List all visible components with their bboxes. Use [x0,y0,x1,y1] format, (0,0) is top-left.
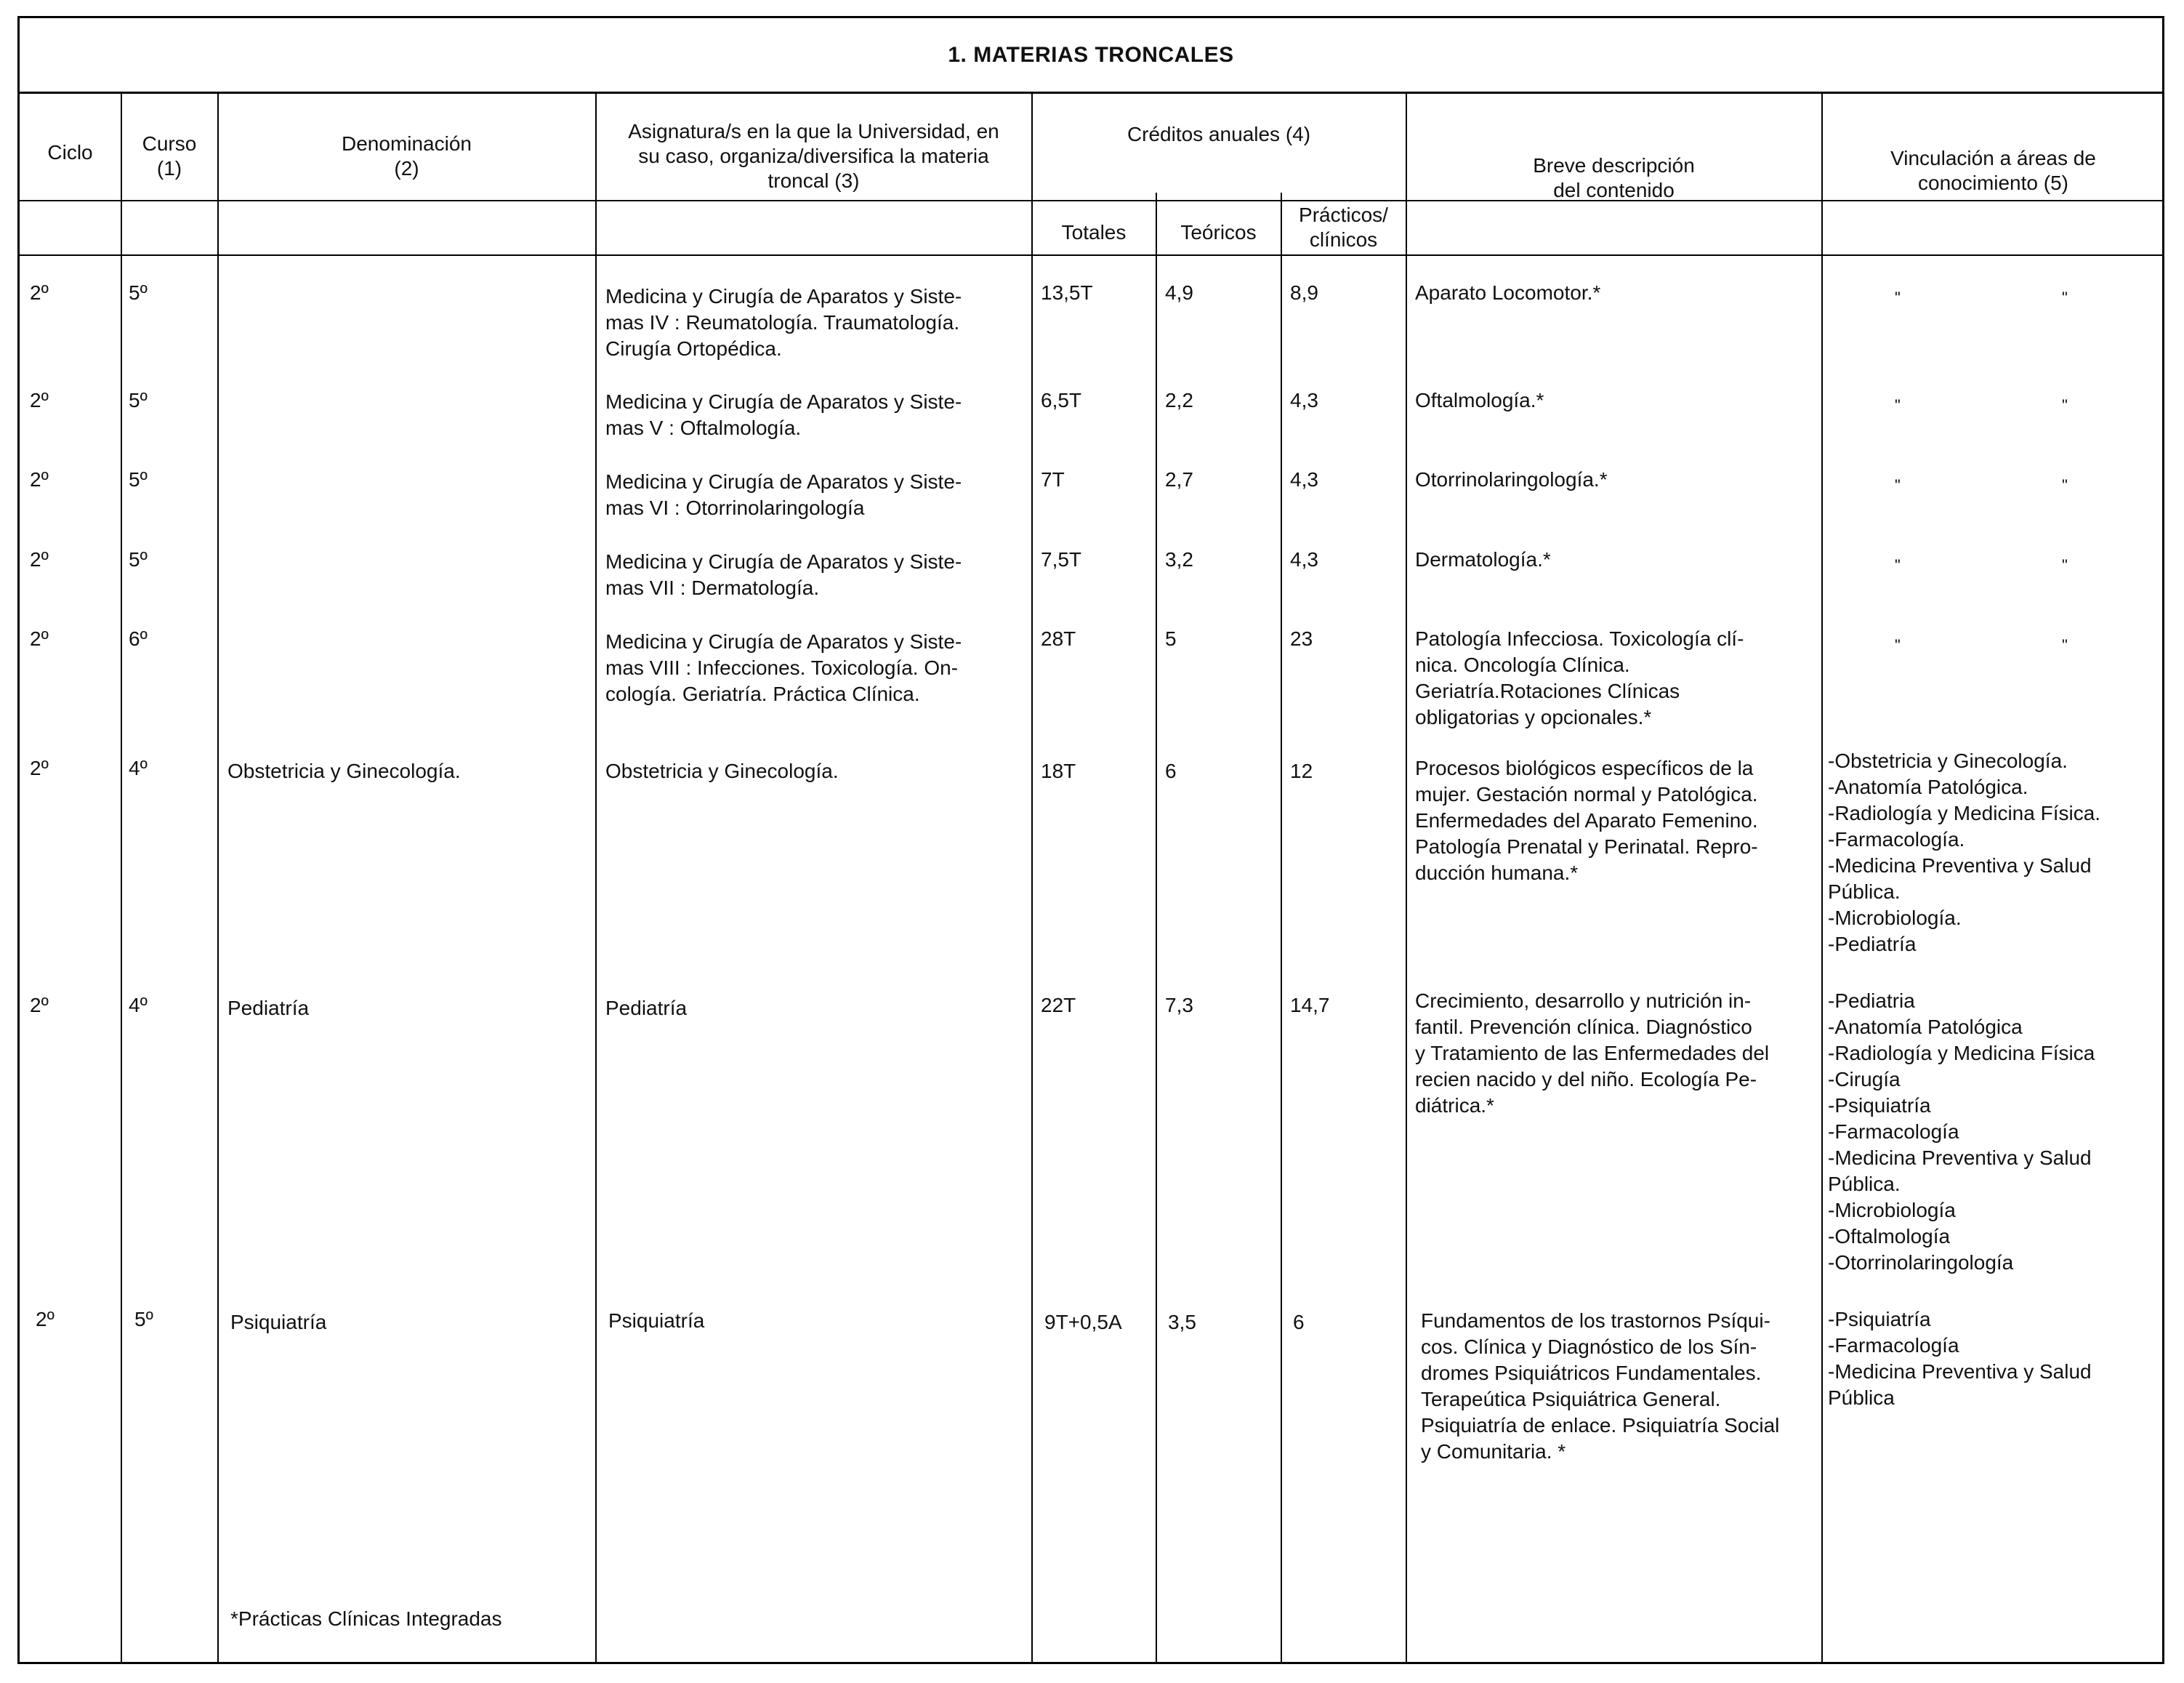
cell-descripcion: Fundamentos de los trastornos Psíqui- cos. Clínica y Diagnóstico de los Sín- dromes Psiquiátricos Fundamentales. Terapeútica Psiquiátrica General. Psiquiatría de enlace. Psiquiatría Social y Comunitaria. * [1421,1309,1780,1463]
cell-practicos: 4,3 [1290,468,1318,491]
cell-teoricos: 2,2 [1165,389,1193,411]
header-ciclo: Ciclo [47,141,93,164]
materias-troncales-table [17,16,2164,1664]
cell-curso: 5º [129,281,148,304]
ditto-mark: " [1895,636,1901,654]
table-title: 1. MATERIAS TRONCALES [20,18,2162,94]
header-practicos: Prácticos/ clínicos [1299,204,1388,251]
cell-asignatura: Medicina y Cirugía de Aparatos y Siste- mas V : Oftalmología. [605,390,962,439]
cell-asignatura: Medicina y Cirugía de Aparatos y Siste- mas VII : Dermatología. [605,550,962,599]
col-divider [217,94,219,1664]
cell-curso: 6º [129,627,148,650]
cell-curso: 4º [129,994,148,1016]
cell-descripcion: Oftalmología.* [1415,389,1544,411]
cell-totales: 22T [1041,994,1076,1016]
header-descripcion: Breve descripción del contenido [1533,154,1695,201]
cell-descripcion: Aparato Locomotor.* [1415,281,1601,304]
cell-descripcion: Crecimiento, desarrollo y nutrición in- fantil. Prevención clínica. Diagnóstico y Tratamiento de las Enfermedades del recien nacido y del niño. Ecología Pe- diátrica.* [1415,989,1770,1117]
ditto-mark: " [2062,476,2068,494]
cell-totales: 6,5T [1041,389,1082,411]
header-divider [20,254,2164,256]
cell-descripcion: Dermatología.* [1415,548,1551,571]
cell-teoricos: 7,3 [1165,994,1193,1016]
cell-denominacion: Pediatría [227,997,310,1019]
cell-asignatura: Obstetricia y Ginecología. [605,760,839,782]
cell-teoricos: 3,2 [1165,548,1193,571]
cell-ciclo: 2º [30,468,49,491]
cell-totales: 18T [1041,760,1076,782]
cell-totales: 7,5T [1041,548,1082,571]
cell-totales: 7T [1041,468,1065,491]
header-asignatura: Asignatura/s en la que la Universidad, en su caso, organiza/diversifica la materia troncal (3) [628,120,999,192]
ditto-mark: " [2062,396,2068,414]
cell-vinculacion: -Obstetricia y Ginecología. -Anatomía Patológica. -Radiología y Medicina Física. -Farmacología. -Medicina Preventiva y Salud Pública. -Microbiología. -Pediatría [1828,750,2101,955]
header-vinculacion: Vinculación a áreas de conocimiento (5) [1890,147,2096,194]
cell-ciclo: 2º [30,281,49,304]
cell-ciclo: 2º [30,627,49,650]
cell-totales: 13,5T [1041,281,1093,304]
cell-curso: 4º [129,757,148,779]
ditto-mark: " [1895,556,1901,574]
header-totales: Totales [1061,221,1127,244]
col-divider [1156,193,1157,1664]
cell-practicos: 14,7 [1290,994,1330,1016]
cell-descripcion: Patología Infecciosa. Toxicología clí- nica. Oncología Clínica. Geriatría.Rotaciones Clínicas obligatorias y opcionales.* [1415,627,1744,728]
cell-practicos: 4,3 [1290,548,1318,571]
cell-ciclo: 2º [30,389,49,411]
ditto-mark: " [2062,289,2068,307]
footnote: *Prácticas Clínicas Integradas [230,1607,502,1630]
cell-totales: 9T+0,5A [1044,1311,1122,1333]
cell-teoricos: 5 [1165,627,1177,650]
cell-curso: 5º [134,1308,153,1330]
ditto-mark: " [2062,636,2068,654]
ditto-mark: " [1895,476,1901,494]
header-denominacion: Denominación (2) [342,132,472,180]
ditto-mark: " [1895,396,1901,414]
cell-descripcion: Procesos biológicos específicos de la mujer. Gestación normal y Patológica. Enfermedades del Aparato Femenino. Patología Prenatal y Perinatal. Repro- ducción humana.* [1415,757,1758,884]
cell-asignatura: Pediatría [605,997,688,1019]
ditto-mark: " [2062,556,2068,574]
cell-asignatura: Medicina y Cirugía de Aparatos y Siste- mas IV : Reumatología. Traumatología. Cirugía Ortopédica. [605,285,962,360]
cell-denominacion: Obstetricia y Ginecología. [227,760,461,782]
col-divider [1031,94,1033,1664]
col-divider [595,94,597,1664]
cell-totales: 28T [1041,627,1076,650]
cell-teoricos: 3,5 [1168,1311,1196,1333]
cell-curso: 5º [129,389,148,411]
cell-practicos: 8,9 [1290,281,1318,304]
cell-teoricos: 6 [1165,760,1177,782]
cell-vinculacion: -Psiquiatría -Farmacología -Medicina Preventiva y Salud Pública [1828,1308,2092,1409]
cell-teoricos: 2,7 [1165,468,1193,491]
cell-practicos: 6 [1293,1311,1305,1333]
ditto-mark: " [1895,289,1901,307]
col-divider [1821,94,1823,1664]
col-divider [1406,94,1407,1664]
cell-curso: 5º [129,468,148,491]
header-creditos: Créditos anuales (4) [1127,123,1311,145]
header-curso: Curso (1) [142,132,197,180]
col-divider [1281,193,1282,1664]
cell-vinculacion: -Pediatria -Anatomía Patológica -Radiología y Medicina Física -Cirugía -Psiquiatría -Farmacología -Medicina Preventiva y Salud Pública. -Microbiología -Oftalmología -Otorrinolaringología [1828,989,2095,1274]
cell-ciclo: 2º [30,994,49,1016]
cell-practicos: 4,3 [1290,389,1318,411]
cell-asignatura: Medicina y Cirugía de Aparatos y Siste- mas VIII : Infecciones. Toxicología. On- cología. Geriatría. Práctica Clínica. [605,630,962,705]
cell-descripcion: Otorrinolaringología.* [1415,468,1608,491]
cell-practicos: 23 [1290,627,1313,650]
header-teoricos: Teóricos [1180,221,1257,244]
col-divider [121,94,122,1664]
cell-asignatura: Psiquiatría [608,1309,705,1332]
cell-teoricos: 4,9 [1165,281,1193,304]
cell-ciclo: 2º [30,757,49,779]
cell-ciclo: 2º [36,1308,55,1330]
cell-asignatura: Medicina y Cirugía de Aparatos y Siste- mas VI : Otorrinolaringología [605,470,962,519]
cell-ciclo: 2º [30,548,49,571]
cell-curso: 5º [129,548,148,571]
cell-denominacion: Psiquiatría [230,1311,327,1333]
cell-practicos: 12 [1290,760,1313,782]
